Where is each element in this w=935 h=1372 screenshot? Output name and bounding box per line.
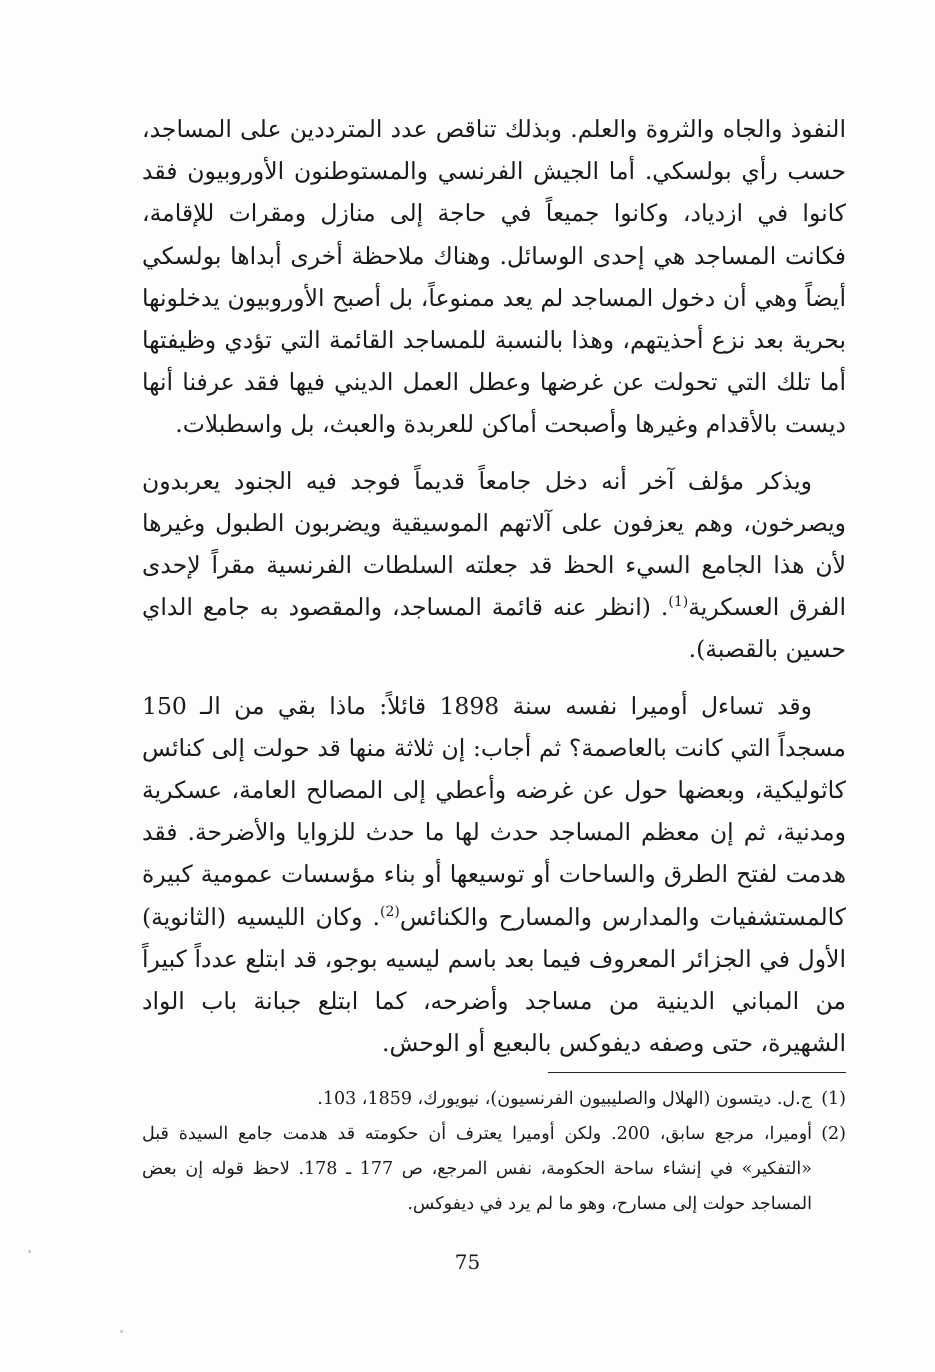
page-number: 75 xyxy=(454,1250,481,1274)
scan-speck-mark xyxy=(28,1250,31,1253)
footnote-1-text: ج.ل. ديتسون (الهلال والصليبيون الفرنسيون)، نيويورك، 1859، 103. xyxy=(317,1089,812,1109)
paragraph-2-text: ويذكر مؤلف آخر أنه دخل جامعاً قديماً فوجد فيه الجنود يعربدون ويصرخون، وهم يعزفون على آلاتهم الموسيقية ويضربون الطبول وغيرها لأن هذا الجامع السيء الحظ قد جعلته السلطات الفرنسية مقراً لإحدى الفرق العسكرية xyxy=(142,466,846,622)
paragraph-1 xyxy=(142,108,846,446)
body-text xyxy=(142,108,846,1064)
footnote-2-text: أوميرا، مرجع سابق، 200. ولكن أوميرا يعترف أن حكومته قد هدمت جامع السيدة قبل «التفكير» في إنشاء ساحة الحكومة، نفس المرجع، ص 177 ـ 178. لاحظ قوله إن بعض المساجد حولت إلى مسارح، وهو ما لم يرد في ديفوكس. xyxy=(142,1124,813,1214)
footnote-ref-2: (2) xyxy=(379,903,400,920)
paragraph-3 xyxy=(142,685,846,1065)
footnote-ref-1: (1) xyxy=(668,594,689,611)
paragraph-1-text: النفوذ والجاه والثروة والعلم. وبذلك تناقص عدد المترددين على المساجد، حسب رأي بولسكي. أما الجيش الفرنسي والمستوطنون الأوروبيون فقد كانوا في ازدياد، وكانوا جميعاً في حاجة إلى منازل ومقرات للإقامة، فكانت المساجد هي إحدى الوسائل. وهناك ملاحظة أخرى أبداها بولسكي أيضاً وهي أن دخول المساجد لم يعد ممنوعاً، بل أصبح الأوروبيون يدخلونها بحرية بعد نزع أحذيتهم، وهذا بالنسبة للمساجد القائمة التي تؤدي وظيفتها أما تلك التي تحولت عن غرضها وعطل العمل الديني فيها فقد عرفنا أنها ديست بالأقدام وغيرها وأصبحت أماكن للعربدة والعبث، بل واسطبلات. xyxy=(142,115,846,439)
footnote-2-number: (2) xyxy=(821,1124,846,1144)
footnotes xyxy=(142,1082,846,1222)
paragraph-3-text: وقد تساءل أوميرا نفسه سنة 1898 قائلاً: ماذا بقي من الـ 150 مسجداً التي كانت بالعاصمة؟ ثم أجاب: إن ثلاثة منها قد حولت إلى كنائس كاثوليكية، وبعضها حول عن غرضه وأعطي إلى المصالح العامة، عسكرية ومدنية، ثم إن معظم المساجد حدث لها ما حدث للزوايا والأضرحة. فقد هدمت لفتح الطرق والساحات أو توسيعها أو بناء مؤسسات عمومية كبيرة كالمستشفيات والمدارس والمسارح والكنائس xyxy=(142,691,846,931)
footnote-divider xyxy=(548,1072,846,1073)
footnote-1-number: (1) xyxy=(821,1089,846,1109)
paragraph-2 xyxy=(142,460,846,671)
paragraph-3-text-cont: . وكان الليسيه (الثانوية) الأول في الجزائر المعروف فيما بعد باسم ليسيه بوجو، قد ابتلع عدداً كبيراً من المباني الدينية من مساجد وأضرحه، كما ابتلع جبانة باب الواد الشهيرة، حتى وصفه ديفوكس بالبعبع أو الوحش. xyxy=(142,902,846,1058)
paragraph-2-text-cont: . (انظر عنه قائمة المساجد، والمقصود به جامع الداي حسين بالقصبة). xyxy=(142,593,846,664)
footnote-2 xyxy=(142,1117,846,1222)
scan-speck-mark xyxy=(120,1330,123,1333)
footnote-1 xyxy=(142,1082,846,1117)
